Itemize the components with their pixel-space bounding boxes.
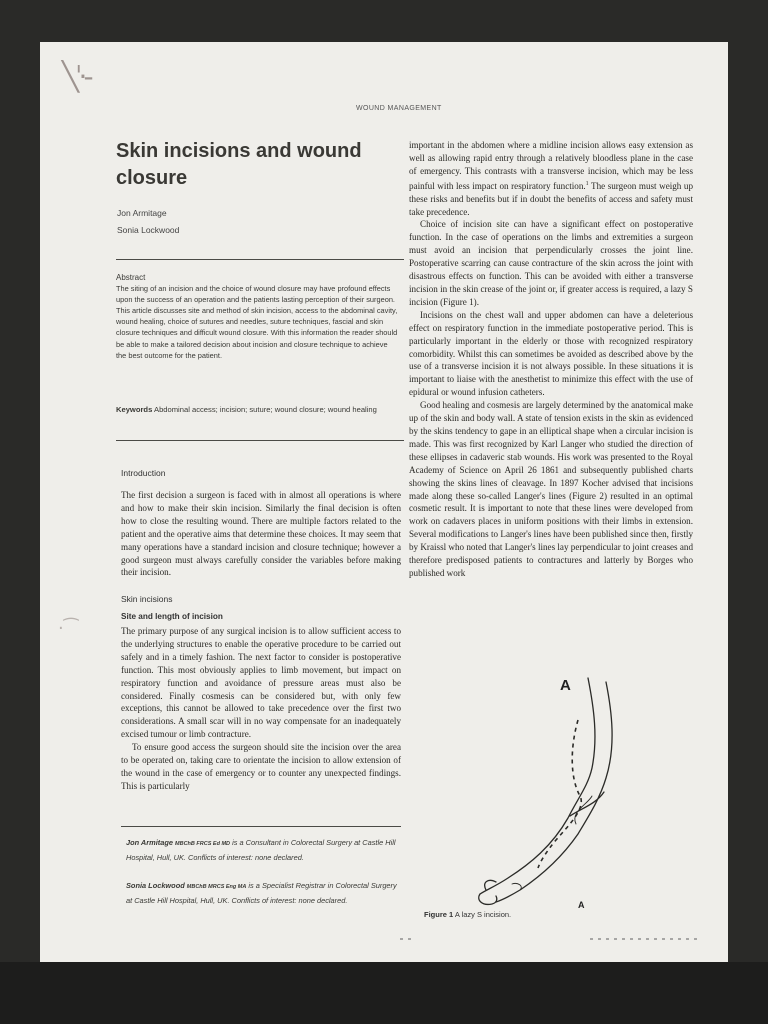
author-note-name: Jon Armitage (126, 838, 173, 847)
scan-artifact (400, 938, 414, 940)
figure-caption-text: A lazy S incision. (453, 910, 512, 919)
subsection-heading: Site and length of incision (121, 612, 223, 621)
paragraph: To ensure good access the surgeon should site the incision over the area to be operated on, taking care to orientate the incision to allow extension of the wound in the case of emergency or to counter any unexpected findings. This is particularly (121, 742, 401, 791)
introduction-text (121, 489, 401, 579)
figure-label-bottom: A (578, 900, 585, 908)
keywords (116, 404, 398, 416)
article-title: Skin incisions and wound closure (116, 140, 362, 189)
arm-illustration (420, 668, 700, 908)
author-name: Sonia Lockwood (117, 225, 180, 235)
paragraph: The primary purpose of any surgical incision is to allow sufficient access to the underlying structures to enable the operative procedure to be carried out safely and in a timely fashion. The next factor to consider is postoperative function. This most obviously applies to limb movement, but impact on respiratory function and avoidance of pressure areas must also be considered. Finally cosmesis can be considered but, with only few exceptions, this cannot be allowed to take precedence over the first two considerations. A small scar will in no way compensate for an inadequately excised tumour or limb contracture. (121, 626, 401, 740)
author-note (126, 879, 400, 907)
paragraph-text: important in the abdomen where a midline incision allows easy extension as well as allowing rapid entry through a relatively bloodless plane in the case of emergency. This contrasts with a transverse incision, which may be less painful with less impact on respiratory function. (409, 140, 693, 191)
divider (116, 259, 404, 260)
keywords-text: Abdominal access; incision; suture; wound closure; wound healing (154, 405, 377, 414)
keywords-label: Keywords (116, 405, 153, 414)
paragraph: Good healing and cosmesis are largely determined by the anatomical make up of the skin and body wall. A state of tension exists in the skin as evidenced by the skins tendency to gape in an elliptical shape when a circular incision is made. This was first recognized by Karl Langer who studied the direction of these ellipses in cadaveric stab wounds. His work was presented to the Royal Academy of Science on April 26 1861 and subsequently published charts showing the skins lines of cleavage. In 1897 Kocher advised that incisions made along these so-called Langer's lines (Figure 2) resulted in an optimal cosmetic result. It is important to note that these lines were developed from work on cadavers places in uniform positions with their limbs in extension. Several modifications to Langer's lines have been published since then, firstly by Kraissl who noted that Langer's lines lay perpendicular to joint creases and therefore predisposed patients to contractures and latterly by Borges who published work (409, 400, 693, 578)
figure-caption (424, 910, 511, 919)
incision-line (538, 720, 581, 868)
author-note-text: is a Consultant in Colorectal Surgery at Castle Hill Hospital, Hull, UK. Conflicts of interest: none declared. (126, 838, 396, 862)
abstract (116, 272, 398, 361)
figure-caption-label: Figure 1 (424, 910, 454, 919)
divider (121, 826, 401, 827)
abstract-text: The siting of an incision and the choice of wound closure may have profound effects upon the success of an operation and the patients lasting perception of their surgeon. This article discusses site and method of skin incision, access to the abdominal cavity, wound healing, choice of sutures and needles, suture techniques, fascial and skin closure techniques and difficult wound closure. With this information the reader should be able to make a tailored decision about incision and closure technique to achieve the best outcome for the patient. (116, 284, 398, 360)
author-note-quals: MBChB FRCS Ed MD (175, 841, 231, 847)
running-head: WOUND MANAGEMENT (356, 105, 442, 112)
author-name: Jon Armitage (117, 208, 167, 218)
section-heading: Introduction (121, 468, 166, 478)
figure-1 (420, 668, 700, 908)
author-list (117, 205, 377, 239)
skin-incisions-text (121, 625, 401, 793)
paragraph: Incisions on the chest wall and upper abdomen can have a deleterious effect on respiratory function in the immediate postoperative period. This is particularly important in the elderly or those with recognized respiratory comorbidity. Whilst this can sometimes be avoided as described above by the use of a transverse incision it is not always possible. In these situations it is important to liaise with the anesthetist to minimize this effect with the use of epidural or wound infusion catheters. (409, 309, 693, 398)
paragraph: Choice of incision site can have a significant effect on postoperative function. In the case of operations on the limbs and extremities a surgeon must avoid an incision that perpendicularly crosses the joint line. Postoperative scarring can cause contracture of the skin across the joint with disastrous effects on function. This can be avoided with either a transverse incision in the skin crease of the joint or, if greater access is required, a lazy S incision (Figure 1). (409, 219, 693, 307)
paragraph (409, 139, 693, 218)
abstract-heading: Abstract (116, 273, 146, 282)
paragraph-text: The surgeon must weigh up these risks and benefits but if in doubt the benefits of access and safety must take precedence. (409, 180, 693, 217)
section-heading: Skin incisions (121, 594, 173, 604)
scan-artifact (590, 938, 700, 940)
paragraph: The first decision a surgeon is faced with in almost all operations is where and how to make their skin incision. Similarly the final decision is often how to close the resulting wound. There are multiple factors related to the patient and the operative aims that determine these choices. It may seem that many operations have a standard incision and closure technique; however a good surgeon must always carefully consider the variables before making their incision. (121, 490, 401, 578)
divider (116, 440, 404, 441)
right-column-text (409, 139, 693, 580)
author-note-quals: MBChB MRCS Eng MA (186, 884, 247, 890)
scan-border (0, 962, 768, 1024)
author-note-text: is a Specialist Registrar in Colorectal Surgery at Castle Hill Hospital, Hull, UK. Conflicts of interest: none declared. (126, 881, 397, 905)
pen-mark: ╲ˈ·- (62, 60, 90, 93)
author-note-name: Sonia Lockwood (126, 881, 185, 890)
reference-marker[interactable]: 1 (585, 180, 589, 187)
figure-label-top: A (560, 677, 571, 694)
author-note (126, 836, 400, 864)
pen-mark: ·⁀ (58, 618, 79, 639)
